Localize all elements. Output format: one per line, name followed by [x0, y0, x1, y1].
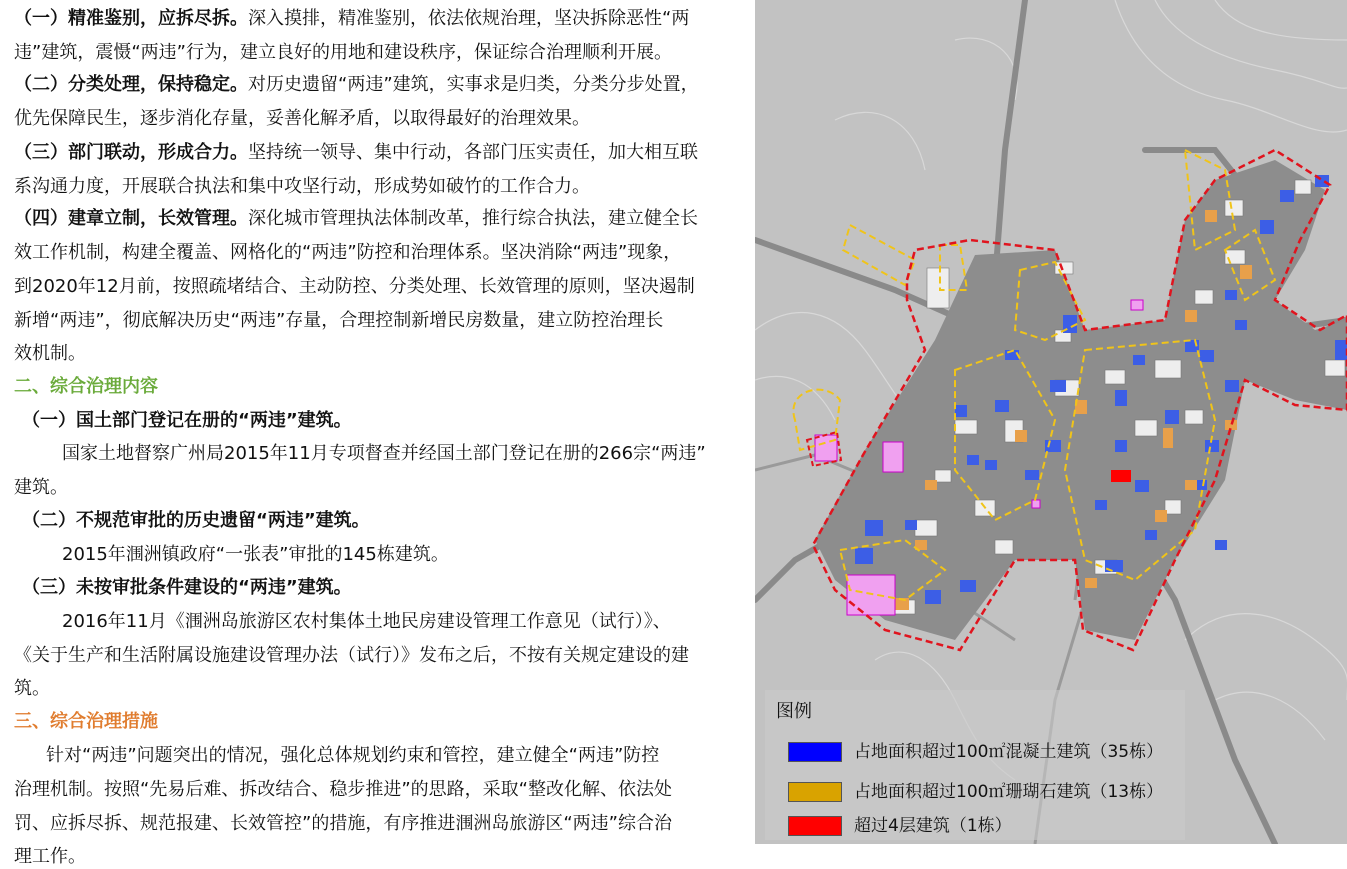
- subsection-3-line-2: 《关于生产和生活附属设施建设管理办法（试行）》发布之后，不按有关规定建设的建: [14, 645, 689, 666]
- paragraph-2-heading: （二）分类处理，保持稳定。: [14, 74, 248, 95]
- village-map: [755, 0, 1347, 844]
- measures-line-2: 治理机制。按照“先易后难、拆改结合、稳步推进”的思路，采取“整改化解、依法处: [14, 779, 672, 800]
- paragraph-4-line-3: 到2020年12月前，按照疏堵结合、主动防控、分类处理、长效管理的原则，坚决遏制: [14, 276, 695, 297]
- map-graphic: [755, 0, 1347, 844]
- paragraph-4-line-2: 效工作机制，构建全覆盖、网格化的“两违”防控和治理体系。坚决消除“两违”现象，: [14, 242, 682, 263]
- subsection-2-line-1: 2015年涠洲镇政府“一张表”审批的145栋建筑。: [62, 544, 449, 565]
- measures-line-3: 罚、应拆尽拆、规范报建、长效管控”的措施，有序推进涠洲岛旅游区“两违”综合治: [14, 813, 672, 834]
- subsection-3-line-3: 筑。: [14, 678, 50, 699]
- paragraph-3-heading: （三）部门联动，形成合力。: [14, 142, 248, 163]
- paragraph-2-line-2: 优先保障民生，逐步消化存量，妥善化解矛盾，以取得最好的治理效果。: [14, 108, 590, 129]
- legend-swatch-orange: [788, 782, 842, 802]
- paragraph-2-text: 对历史遗留“两违”建筑，实事求是归类，分类分步处置，: [248, 74, 699, 95]
- measures-line-1: 针对“两违”问题突出的情况，强化总体规划约束和管控，建立健全“两违”防控: [46, 745, 660, 766]
- paragraph-4-text: 深化城市管理执法体制改革，推行综合执法，建立健全长: [248, 208, 698, 229]
- paragraph-3-line-1: [14, 142, 698, 164]
- legend-label-concrete: 占地面积超过100㎡混凝土建筑（35栋）: [854, 742, 1164, 762]
- legend-label-high-rise: 超过4层建筑（1栋）: [854, 816, 1012, 836]
- paragraph-2-line-1: [14, 74, 699, 96]
- subsection-1-line-1: 国家土地督察广州局2015年11月专项督查并经国土部门登记在册的266宗“两违”: [62, 443, 706, 464]
- subsection-2-heading: （二）不规范审批的历史遗留“两违”建筑。: [22, 510, 370, 531]
- measures-line-4: 理工作。: [14, 846, 86, 867]
- section-heading-2: 二、综合治理内容: [14, 376, 158, 397]
- paragraph-4-heading: （四）建章立制，长效管理。: [14, 208, 248, 229]
- legend-swatch-blue: [788, 742, 842, 762]
- paragraph-1-line-2: 违”建筑，震慑“两违”行为，建立良好的用地和建设秩序，保证综合治理顺利开展。: [14, 42, 672, 63]
- paragraph-1-heading: （一）精准鉴别，应拆尽拆。: [14, 8, 248, 29]
- section-heading-3: 三、综合治理措施: [14, 711, 158, 732]
- paragraph-4-line-5: 效机制。: [14, 343, 86, 364]
- paragraph-4-line-1: [14, 208, 698, 230]
- legend-label-coral: 占地面积超过100㎡珊瑚石建筑（13栋）: [854, 782, 1164, 802]
- high-rise-building: [1111, 470, 1131, 482]
- legend-title: 图例: [776, 701, 812, 722]
- subsection-1-line-2: 建筑。: [14, 477, 68, 498]
- subsection-1-heading: （一）国土部门登记在册的“两违”建筑。: [22, 410, 352, 431]
- subsection-3-line-1: 2016年11月《涠洲岛旅游区农村集体土地民房建设管理工作意见（试行）》、: [62, 611, 671, 632]
- paragraph-4-line-4: 新增“两违”，彻底解决历史“两违”存量，合理控制新增民房数量，建立防控治理长: [14, 310, 664, 331]
- paragraph-1-text: 深入摸排，精准鉴别，依法依规治理，坚决拆除恶性“两: [248, 8, 690, 29]
- paragraph-3-text: 坚持统一领导、集中行动，各部门压实责任，加大相互联: [248, 142, 698, 163]
- paragraph-1-line-1: [14, 8, 689, 30]
- legend-swatch-red: [788, 816, 842, 836]
- subsection-3-heading: （三）未按审批条件建设的“两违”建筑。: [22, 577, 352, 598]
- paragraph-3-line-2: 系沟通力度，开展联合执法和集中攻坚行动，形成势如破竹的工作合力。: [14, 176, 590, 197]
